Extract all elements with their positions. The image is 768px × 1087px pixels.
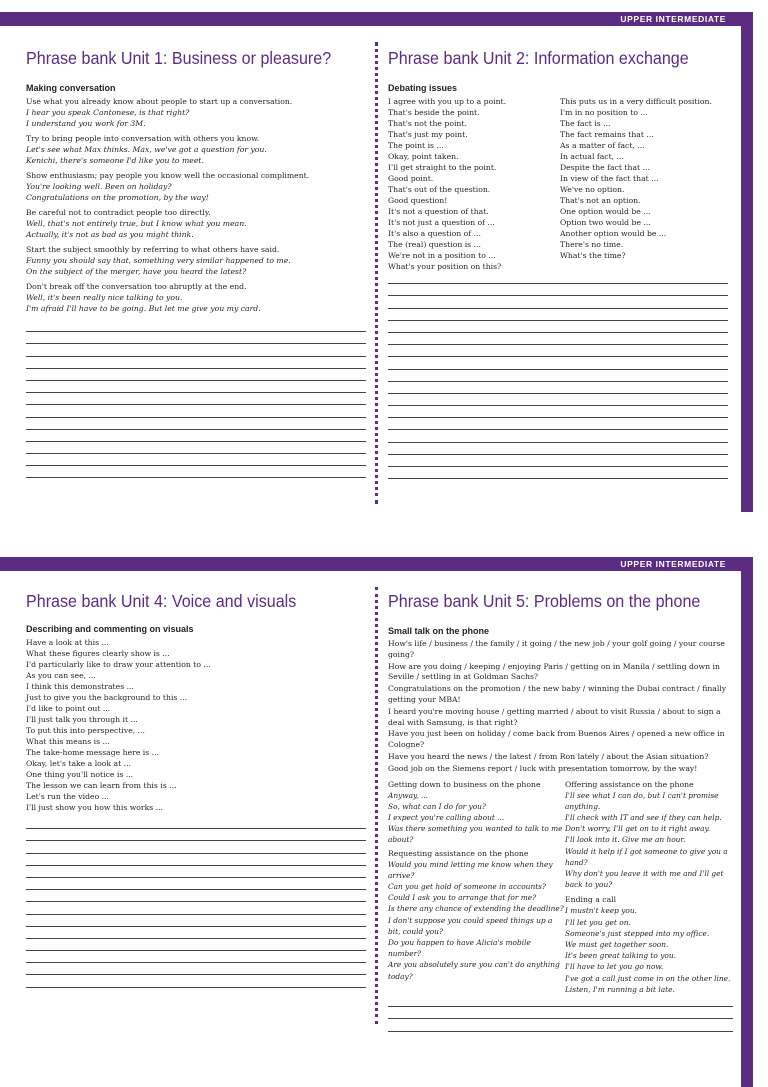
unit1-section-heading: Making conversation <box>26 83 116 93</box>
writing-line <box>26 817 366 829</box>
example-phrase: Actually, it's not as bad as you might think. <box>26 230 194 239</box>
phrase-group <box>26 207 366 240</box>
phrase-line: Option two would be ... <box>560 218 651 227</box>
writing-line <box>26 963 366 975</box>
phrase-line: This puts us in a very difficult position. <box>560 97 712 106</box>
unit5-writing-lines <box>388 995 733 1032</box>
phone-phrase: Would you mind letting me know when they arrive? <box>388 859 553 880</box>
phrase-line: I'd particularly like to draw your attention to ... <box>26 660 211 669</box>
writing-line <box>26 454 366 466</box>
small-talk-line: How's life / business / the family / it going / the new job / your golf going / your course going? <box>388 639 725 659</box>
phone-phrase: We must get together soon. <box>565 940 669 949</box>
ending-list <box>565 905 733 995</box>
writing-line <box>26 841 366 853</box>
phrase-line: I agree with you up to a point. <box>388 97 507 106</box>
unit4-phrases <box>26 637 366 813</box>
writing-line <box>388 321 728 333</box>
phone-phrase: Anyway, ... <box>388 790 428 800</box>
phone-phrase: Don't worry, I'll get on to it right away. <box>565 824 711 834</box>
unit1-phrases <box>26 96 366 314</box>
phone-phrase: Could I ask you to arrange that for me? <box>388 893 537 903</box>
phrase-line: As you can see, ... <box>26 671 96 680</box>
example-phrase: Well, that's not entirely true, but I know what you mean. <box>26 219 247 228</box>
phone-phrase: I'll let you get on. <box>565 917 631 927</box>
writing-line <box>388 430 728 442</box>
small-talk-line: Have you heard the news / the latest / from Ron lately / about the Asian situation? <box>388 751 709 761</box>
example-phrase: On the subject of the merger, have you heard the latest? <box>26 267 247 276</box>
phrase-line: It's not just a question of ... <box>388 218 495 227</box>
writing-line <box>388 1007 733 1019</box>
phone-phrase: I'll have to let you go now. <box>565 962 664 972</box>
writing-line <box>26 393 366 405</box>
unit5-right-col <box>565 779 733 995</box>
unit1-title: Phrase bank Unit 1: Business or pleasure? <box>26 48 332 68</box>
phone-phrase: Do you happen to have Alicia's mobile number? <box>388 938 531 959</box>
phrase-line: The point is ... <box>388 141 444 150</box>
writing-line <box>26 418 366 430</box>
phrase-line: That's just my point. <box>388 130 468 139</box>
phrase-line: In actual fact, ... <box>560 152 624 161</box>
writing-line <box>388 357 728 369</box>
writing-line <box>388 443 728 455</box>
phone-phrase: It's been great talking to you. <box>565 951 676 961</box>
small-talk-line: How are you doing / keeping / enjoying Paris / getting on in Manila / settling down in Seville / settling in at Goldman Sachs? <box>388 661 720 682</box>
unit2-section-heading: Debating issues <box>388 83 458 93</box>
small-talk-line: Congratulations on the promotion / the new baby / winning the Dubai contract / finally getting your MBA! <box>388 684 727 704</box>
phrase-line: What's the time? <box>560 251 626 260</box>
phone-phrase: I mustn't keep you. <box>565 906 637 916</box>
phrase-line: I'd like to point out ... <box>26 704 111 713</box>
column-divider <box>375 42 378 504</box>
example-phrase: Funny you should say that, something very similar happened to me. <box>26 256 291 265</box>
phrase-line: We're not in a position to ... <box>388 251 496 260</box>
getting-down-heading: Getting down to business on the phone <box>388 779 541 789</box>
phrase-line: The take-home message here is ... <box>26 748 159 757</box>
phrase-line: Another option would be ... <box>560 229 667 238</box>
phrase-line: Just to give you the background to this ... <box>26 693 188 702</box>
tip-line: Be careful not to contradict people too directly. <box>26 208 211 217</box>
unit5-small-talk <box>388 639 733 775</box>
tip-line: Try to bring people into conversation with others you know. <box>26 134 260 143</box>
small-talk-line: Have you just been on holiday / come back from Buenos Aires / opened a new office in Cologne? <box>388 729 725 750</box>
offering-heading: Offering assistance on the phone <box>565 779 694 789</box>
writing-line <box>26 344 366 356</box>
phone-phrase: I'll check with IT and see if they can help. <box>565 812 722 822</box>
phrase-line: What this means is ... <box>26 737 110 746</box>
ending-heading: Ending a call <box>565 895 617 905</box>
offering-list <box>565 790 733 891</box>
unit5-left-col <box>388 779 565 995</box>
phone-phrase: Would it help if I got someone to give you a hand? <box>565 846 728 867</box>
phrase-line: One thing you'll notice is ... <box>26 770 134 779</box>
unit2-right-list <box>560 96 728 272</box>
phrase-group <box>26 133 366 166</box>
phone-phrase: Is there any chance of extending the deadline? <box>388 904 564 914</box>
example-phrase: You're looking well. Been on holiday? <box>26 182 172 191</box>
writing-line <box>388 995 733 1007</box>
unit5-section-heading: Small talk on the phone <box>388 626 490 636</box>
writing-line <box>26 829 366 841</box>
level-label: UPPER INTERMEDIATE <box>620 14 726 24</box>
writing-line <box>26 902 366 914</box>
phrase-line: It's not a question of that. <box>388 207 489 216</box>
writing-line <box>388 382 728 394</box>
example-phrase: I'm afraid I'll have to be going. But let me give you my card. <box>26 304 261 313</box>
phone-phrase: Someone's just stepped into my office. <box>565 928 710 938</box>
writing-line <box>26 939 366 951</box>
phone-phrase: I expect you're calling about ... <box>388 812 505 822</box>
unit2-title: Phrase bank Unit 2: Information exchange <box>388 48 689 68</box>
phrase-line: One option would be ... <box>560 207 651 216</box>
writing-line <box>26 927 366 939</box>
phrase-line: What these figures clearly show is ... <box>26 649 170 658</box>
phone-phrase: I don't suppose you could speed things up a bit, could you? <box>388 915 553 936</box>
phrase-line: There's no time. <box>560 240 624 249</box>
example-phrase: Let's see what Max thinks. Max, we've got a question for you. <box>26 145 267 154</box>
phrase-line: We've no option. <box>560 185 625 194</box>
side-bar-2 <box>741 557 753 1087</box>
getting-down-list <box>388 790 565 846</box>
unit4-column <box>26 591 366 988</box>
phone-phrase: Was there something you wanted to talk to me about? <box>388 824 563 845</box>
phrase-line: Okay, let's take a look at ... <box>26 759 131 768</box>
phrase-line: The lesson we can learn from this is ... <box>26 781 177 790</box>
example-phrase: Well, it's been really nice talking to you. <box>26 293 183 302</box>
phrase-line: Okay, point taken. <box>388 152 459 161</box>
phrase-line: It's also a question of ... <box>388 229 481 238</box>
phrase-line: Good question! <box>388 196 448 205</box>
writing-line <box>388 406 728 418</box>
unit1-column <box>26 48 366 478</box>
phone-phrase: Listen, I'm running a bit late. <box>565 984 675 994</box>
unit5-column <box>388 591 733 1032</box>
writing-line <box>388 296 728 308</box>
writing-line <box>388 370 728 382</box>
example-phrase: Kenichi, there's someone I'd like you to meet. <box>26 156 204 165</box>
writing-line <box>388 1019 733 1031</box>
level-banner-2 <box>0 557 752 571</box>
unit4-title: Phrase bank Unit 4: Voice and visuals <box>26 591 297 611</box>
phrase-line: Good point. <box>388 174 434 183</box>
tip-line: Use what you already know about people to start up a conversation. <box>26 97 293 106</box>
writing-line <box>26 332 366 344</box>
phrase-line: The fact remains that ... <box>560 130 654 139</box>
phrase-line: Let's run the video ... <box>26 792 109 801</box>
phrase-line: To put this into perspective, ... <box>26 726 145 735</box>
requesting-list <box>388 859 565 982</box>
side-bar <box>741 12 753 542</box>
writing-line <box>388 272 728 284</box>
column-divider-2 <box>375 587 378 1024</box>
phrase-line: In view of the fact that ... <box>560 174 659 183</box>
unit2-column <box>388 48 728 479</box>
phrase-line: I'll get straight to the point. <box>388 163 497 172</box>
writing-line <box>388 418 728 430</box>
small-talk-line: Good job on the Siemens report / luck with presentation tomorrow, by the way! <box>388 763 698 773</box>
phone-phrase: Why don't you leave it with me and I'll get back to you? <box>565 868 724 890</box>
writing-line <box>388 284 728 296</box>
writing-line <box>388 309 728 321</box>
writing-line <box>388 467 728 479</box>
requesting-heading: Requesting assistance on the phone <box>388 848 529 858</box>
writing-line <box>388 345 728 357</box>
writing-line <box>26 975 366 987</box>
phrase-line: As a matter of fact, ... <box>560 141 645 150</box>
phrase-group <box>26 170 366 203</box>
phrase-line: Despite the fact that ... <box>560 163 650 172</box>
page-2 <box>0 535 768 1024</box>
phone-phrase: So, what can I do for you? <box>388 801 486 811</box>
phrase-line: That's out of the question. <box>388 185 491 194</box>
unit5-title: Phrase bank Unit 5: Problems on the phone <box>388 591 701 611</box>
writing-line <box>26 430 366 442</box>
phrase-line: The (real) question is ... <box>388 240 481 249</box>
writing-line <box>26 854 366 866</box>
phrase-line: That's not an option. <box>560 196 641 205</box>
writing-line <box>26 320 366 332</box>
writing-line <box>26 369 366 381</box>
writing-line <box>26 357 366 369</box>
page-gap <box>0 512 768 535</box>
phrase-group <box>26 281 366 314</box>
writing-line <box>26 442 366 454</box>
level-banner <box>0 12 752 26</box>
phrase-line: The fact is ... <box>560 119 611 128</box>
phrase-line: I'm in no position to ... <box>560 108 648 117</box>
small-talk-line: I heard you're moving house / getting married / about to visit Russia / about to sign a deal with Samsung, is that right? <box>388 706 721 727</box>
page-1 <box>0 0 768 512</box>
writing-line <box>388 455 728 467</box>
tip-line: Don't break off the conversation too abruptly at the end. <box>26 282 247 291</box>
unit1-writing-lines <box>26 320 366 478</box>
writing-line <box>388 333 728 345</box>
phrase-line: That's not the point. <box>388 119 467 128</box>
unit2-writing-lines <box>388 272 728 479</box>
phone-phrase: Can you get hold of someone in accounts? <box>388 881 546 891</box>
tip-line: Show enthusiasm; pay people you know well the occasional compliment. <box>26 171 310 180</box>
phrase-group <box>26 244 366 277</box>
writing-line <box>26 405 366 417</box>
unit4-section-heading: Describing and commenting on visuals <box>26 624 194 634</box>
phrase-line: I'll just talk you through it ... <box>26 715 138 724</box>
writing-line <box>388 394 728 406</box>
phrase-line: Have a look at this ... <box>26 638 109 647</box>
example-phrase: Congratulations on the promotion, by the way! <box>26 193 209 202</box>
phone-phrase: Are you absolutely sure you can't do anything today? <box>388 960 560 981</box>
level-label-2: UPPER INTERMEDIATE <box>620 559 726 569</box>
writing-line <box>26 866 366 878</box>
phrase-line: What's your position on this? <box>388 262 502 271</box>
phone-phrase: I've got a call just come in on the other line. <box>565 973 731 983</box>
unit2-left-list <box>388 96 560 272</box>
writing-line <box>26 951 366 963</box>
writing-line <box>26 466 366 478</box>
example-phrase: I hear you speak Cantonese, is that right? <box>26 108 190 117</box>
writing-line <box>26 381 366 393</box>
writing-line <box>26 890 366 902</box>
phone-phrase: I'll look into it. Give me an hour. <box>565 835 686 845</box>
phrase-line: I think this demonstrates ... <box>26 682 134 691</box>
tip-line: Start the subject smoothly by referring to what others have said. <box>26 245 280 254</box>
writing-line <box>26 878 366 890</box>
phrase-line: I'll just show you how this works ... <box>26 803 163 812</box>
writing-line <box>26 915 366 927</box>
phone-phrase: I'll see what I can do, but I can't promise anything. <box>565 790 719 811</box>
example-phrase: I understand you work for 3M. <box>26 119 146 128</box>
phrase-group <box>26 96 366 129</box>
phrase-line: That's beside the point. <box>388 108 480 117</box>
unit4-writing-lines <box>26 817 366 988</box>
